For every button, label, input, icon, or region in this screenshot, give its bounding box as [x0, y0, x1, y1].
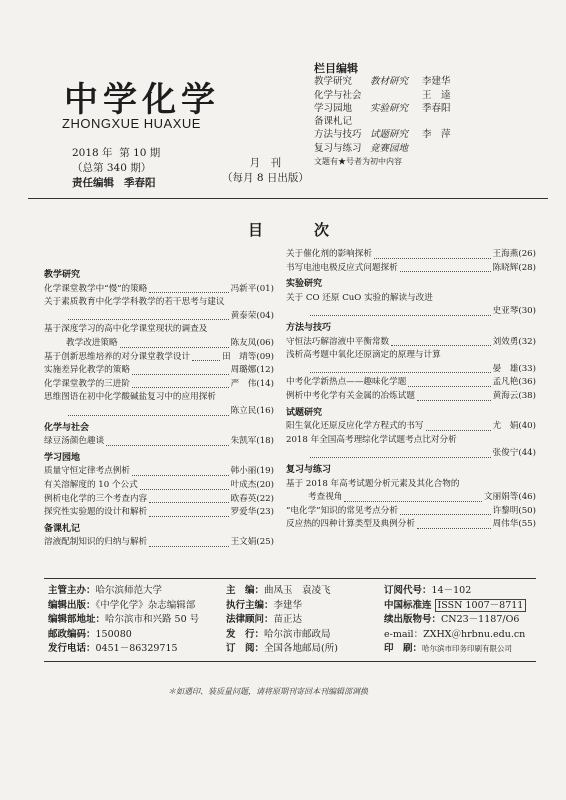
- toc-entry: [44, 479, 274, 493]
- column-editor-row: [314, 142, 454, 155]
- publisher: 《中学化学》杂志编辑部: [95, 599, 196, 611]
- toc-entry: [44, 351, 274, 365]
- toc-leader-dots: [417, 518, 491, 529]
- code: 14－102: [431, 585, 472, 596]
- publish-day: （每月 8 日出版）: [222, 172, 309, 184]
- toc-entry-author-page: 朱凯军(18): [230, 436, 274, 447]
- issn: ISSN 1007－8711: [435, 599, 527, 612]
- toc-entry-author-page: 严 伟(14): [230, 378, 274, 389]
- pub-no-label: 续出版物号：: [384, 614, 442, 625]
- toc-entry-author-page: 晏 雄(33): [492, 363, 536, 374]
- std-label: 中国标准连: [384, 599, 432, 611]
- toc-entry-title: 基于深度学习的高中化学课堂现状的调查及: [44, 324, 208, 335]
- toc-entry: [286, 292, 536, 306]
- imprint-col-2: [226, 584, 376, 657]
- toc-leader-dots: [310, 363, 491, 374]
- imprint-col-3: [384, 584, 536, 657]
- toc-entry: [44, 378, 274, 392]
- toc-entry: [44, 337, 274, 351]
- toc-entry: [286, 336, 536, 350]
- issue-label: 发 行：: [226, 628, 265, 640]
- toc-section-heading: 化学与社会: [44, 422, 90, 433]
- imprint-col-1: [48, 584, 218, 657]
- toc-leader-dots: [344, 491, 482, 502]
- editor-name: 季春阳: [124, 177, 156, 189]
- toc-section-heading: 学习园地: [44, 452, 81, 463]
- toc-entry: [286, 349, 536, 363]
- toc-entry-author-page: 陈立民(16): [230, 405, 274, 416]
- toc-entry: [286, 390, 536, 404]
- toc-entry: [44, 506, 274, 520]
- toc-entry: [44, 536, 274, 550]
- toc-entry: [286, 248, 536, 262]
- toc-leader-dots: [120, 337, 229, 348]
- toc-entry: [286, 262, 536, 276]
- exec: 李建华: [273, 599, 303, 611]
- toc-leader-dots: [68, 310, 229, 321]
- toc-entry-author-page: 陈晓辉(28): [492, 262, 536, 273]
- toc-entry-title: 基于创新思维培养的对分课堂教学设计: [44, 351, 191, 362]
- toc-entry-title: 浅析高考题中氧化还原滴定的原理与计算: [286, 350, 441, 361]
- code-label: 订阅代号：: [384, 585, 432, 596]
- toc-entry-title: 守恒法巧解溶液中平衡常数: [286, 336, 390, 347]
- toc-entry-title: 例析中考化学有关金属的冶炼试题: [286, 390, 415, 401]
- toc-entry-author-page: 冯新平(01): [230, 283, 274, 294]
- toc-entry: [44, 323, 274, 337]
- year: 2018 年: [72, 147, 113, 159]
- toc-leader-dots: [149, 283, 228, 294]
- toc-entry-author-page: 史亚琴(30): [492, 306, 536, 317]
- toc-entry-title: 关于催化剂的影响探析: [286, 249, 372, 259]
- column-editor-left: 化学与社会: [314, 89, 362, 101]
- column-editor-mid: 实验研究: [370, 102, 409, 114]
- toc-entry: [44, 283, 274, 297]
- toc-entry-title: 中考化学新热点——趣味化学题: [286, 377, 407, 388]
- toc-entry-title: 反应热的四种计算类型及典例分析: [286, 519, 415, 530]
- toc-leader-dots: [391, 336, 490, 347]
- column-editor-left: 教学研究: [314, 76, 353, 88]
- toc-entry: [44, 391, 274, 405]
- toc-leader-dots: [417, 390, 491, 401]
- toc-section-heading: 方法与技巧: [286, 322, 332, 333]
- column-editor-name: 王 逵: [422, 89, 451, 101]
- column-editor-row: [314, 102, 454, 115]
- toc-entry-title: 关于素质教育中化学学科教学的若干思考与建议: [44, 297, 225, 308]
- toc-leader-dots: [149, 536, 228, 547]
- column-editor-row: [314, 75, 454, 88]
- toc-leader-dots: [149, 493, 228, 504]
- email: ZXHX＠hrbnu.edu.cn: [423, 628, 526, 640]
- column-editor-row: [314, 89, 454, 102]
- column-editors: [314, 62, 454, 168]
- toc-title: 目 次: [248, 221, 348, 239]
- toc-entry-author-page: 陈友凤(06): [230, 337, 274, 348]
- masthead-rule: [28, 198, 548, 199]
- toc-entry-title: 化学课堂教学中“慢”的策略: [44, 283, 148, 294]
- toc-entry-author-page: 文丽娟等(46): [483, 492, 536, 503]
- toc-left-column: [44, 266, 274, 550]
- address-label: 编辑部地址：: [48, 614, 106, 625]
- toc-entry-title: 化学课堂教学的三进阶: [44, 378, 130, 389]
- toc-entry-author-page: 刘效勇(32): [492, 336, 536, 347]
- toc-entry-author-page: 张俊宁(44): [492, 448, 536, 459]
- toc-entry-title: 教学改进策略: [66, 337, 118, 348]
- toc-leader-dots: [374, 248, 491, 259]
- toc-entry: [286, 505, 536, 519]
- toc-entry: [44, 405, 274, 419]
- toc-entry-author-page: 周璐娜(12): [230, 365, 274, 376]
- toc-entry: [286, 478, 536, 492]
- phone: 0451－86329715: [95, 643, 178, 654]
- toc-section-heading: 实验研究: [286, 279, 323, 290]
- toc-leader-dots: [408, 376, 490, 387]
- toc-leader-dots: [310, 447, 491, 458]
- toc-entry-author-page: 叶成杰(20): [230, 479, 274, 490]
- toc-entry-title: 探究性实验题的设计和解析: [44, 507, 148, 518]
- postcode: 150080: [95, 628, 132, 640]
- toc-entry-title: 实施差异化教学的策略: [44, 365, 130, 376]
- toc-leader-dots: [140, 479, 229, 490]
- toc-entry: [286, 363, 536, 377]
- toc-entry-title: 有关溶解度的 10 个公式: [44, 479, 138, 490]
- toc-entry-author-page: 许黎明(50): [492, 505, 536, 516]
- toc-entry-title: 思维图语在初中化学酸碱盐复习中的应用探析: [44, 392, 216, 403]
- sponsor: 哈尔滨师范大学: [95, 585, 163, 596]
- toc-section-heading: 备课札记: [44, 523, 81, 534]
- column-editor-mid: 竞赛园地: [370, 142, 409, 154]
- toc-leader-dots: [132, 378, 229, 389]
- toc-entry-author-page: 欧春英(22): [230, 493, 274, 504]
- toc-leader-dots: [426, 420, 491, 431]
- column-editor-left: 备课札记: [314, 116, 353, 128]
- column-editor-name: 李 萍: [422, 129, 451, 141]
- legal-label: 法律顾问：: [226, 614, 274, 625]
- toc-section-heading: 教学研究: [44, 270, 81, 280]
- toc-leader-dots: [132, 465, 229, 476]
- toc-leader-dots: [400, 262, 491, 273]
- toc-entry-title: 例析电化学的三个考查内容: [44, 493, 148, 504]
- email-label: e-mail：: [384, 628, 424, 640]
- toc-entry-author-page: 周伟华(55): [492, 519, 536, 530]
- issue-number: 第 10 期: [119, 147, 161, 159]
- issue-info: [72, 146, 160, 191]
- toc-entry-author-page: 王文娟(25): [230, 537, 274, 548]
- column-editors-heading: 栏目编辑: [314, 62, 358, 75]
- column-editor-row: [314, 115, 454, 128]
- toc-entry: [286, 434, 536, 448]
- toc-entry: [44, 435, 274, 449]
- column-editor-left: 学习园地: [314, 102, 353, 114]
- column-editor-row: [314, 155, 454, 168]
- column-editor-left: 文题有★号者为初中内容: [314, 157, 402, 167]
- toc-leader-dots: [400, 505, 491, 516]
- toc-entry-author-page: 黄海云(38): [492, 390, 536, 401]
- toc-entry-author-page: 尤 娟(40): [492, 421, 536, 432]
- toc-entry-author-page: 王海燕(26): [492, 249, 536, 259]
- toc-entry-author-page: 韩小丽(19): [230, 466, 274, 477]
- toc-leader-dots: [68, 405, 229, 416]
- toc-entry-author-page: 黄泰荣(04): [230, 310, 274, 321]
- toc-entry: [286, 305, 536, 319]
- toc-entry-author-page: 田 靖等(09): [221, 351, 274, 362]
- column-editor-left: 方法与技巧: [314, 129, 362, 141]
- bottom-note: ＊如遇印、装质量问题，请将原期刊寄回本刊编辑部调换: [168, 687, 368, 696]
- column-editor-mid: 教材研究: [370, 76, 409, 88]
- toc-entry-title: “电化学”知识的常见考点分析: [286, 505, 398, 516]
- toc-right-column: [286, 248, 536, 532]
- toc-entry-author-page: 孟凡艳(36): [492, 377, 536, 388]
- toc-section-heading: 试题研究: [286, 407, 323, 418]
- toc-entry: [44, 310, 274, 324]
- toc-entry: [286, 447, 536, 461]
- toc-leader-dots: [310, 305, 491, 316]
- frequency: 月 刊: [249, 157, 282, 169]
- toc-entry-title: 书写电池电极反应式问题探析: [286, 262, 398, 273]
- toc-entry: [286, 376, 536, 390]
- order-org: 全国各地邮局(所): [264, 643, 338, 654]
- toc-entry: [44, 364, 274, 378]
- editor-label: 责任编辑: [72, 177, 114, 189]
- print-label: 印 刷：: [384, 643, 423, 654]
- publisher-label: 编辑出版：: [48, 599, 96, 611]
- toc-entry: [286, 491, 536, 505]
- toc-entry: [286, 518, 536, 532]
- toc-entry-title: 2018 年全国高考理综化学试题考点比对分析: [286, 434, 457, 445]
- eic-label: 主 编：: [226, 585, 265, 596]
- column-editor-left: 复习与练习: [314, 142, 362, 154]
- printer: 哈尔滨市印务印刷有限公司: [422, 644, 513, 653]
- toc-entry-title: 关于 CO 还原 CuO 实验的解读与改进: [286, 292, 433, 303]
- legal: 苗正达: [273, 614, 303, 625]
- eic: 曲凤玉 袁凌飞: [264, 585, 331, 596]
- postcode-label: 邮政编码：: [48, 628, 96, 640]
- toc-entry: [286, 420, 536, 434]
- column-editor-name: 李建华: [422, 76, 451, 88]
- journal-title-en: ZHONGXUE HUAXUE: [62, 116, 201, 131]
- toc-leader-dots: [106, 435, 228, 446]
- journal-title-cn: 中学化学: [64, 80, 220, 120]
- phone-label: 发行电话：: [48, 643, 96, 654]
- column-editor-name: 季春阳: [422, 102, 451, 114]
- total-issue: （总第 340 期）: [72, 162, 152, 174]
- toc-entry: [44, 296, 274, 310]
- column-editor-row: [314, 128, 454, 141]
- address: 哈尔滨市和兴路 50 号: [105, 614, 200, 625]
- toc-entry-title: 阳生氧化还原反应化学方程式的书写: [286, 421, 424, 432]
- toc-entry-title: 绿豆汤颜色趣谈: [44, 436, 105, 447]
- toc-entry-title: 溶液配制知识的归纳与解析: [44, 537, 148, 548]
- toc-leader-dots: [149, 506, 228, 517]
- toc-entry-title: 质量守恒定律考点例析: [44, 466, 130, 477]
- imprint-box: [44, 578, 536, 662]
- toc-entry-title: 考查视角: [308, 492, 343, 503]
- toc-leader-dots: [132, 364, 229, 375]
- exec-label: 执行主编：: [226, 599, 274, 611]
- order-label: 订 阅：: [226, 643, 265, 654]
- toc-entry-author-page: 罗爱华(23): [230, 507, 274, 518]
- sponsor-label: 主管主办：: [48, 585, 96, 596]
- cn-number: CN23－1187/O6: [441, 614, 520, 625]
- toc-entry: [44, 493, 274, 507]
- toc-section-heading: 复习与练习: [286, 464, 332, 475]
- frequency-info: [222, 156, 309, 186]
- toc-entry: [44, 465, 274, 479]
- column-editor-mid: 试题研究: [370, 129, 409, 141]
- toc-entry-title: 基于 2018 年高考试题分析元素及其化合物的: [286, 478, 460, 489]
- toc-leader-dots: [192, 351, 220, 362]
- issue-org: 哈尔滨市邮政局: [264, 628, 331, 640]
